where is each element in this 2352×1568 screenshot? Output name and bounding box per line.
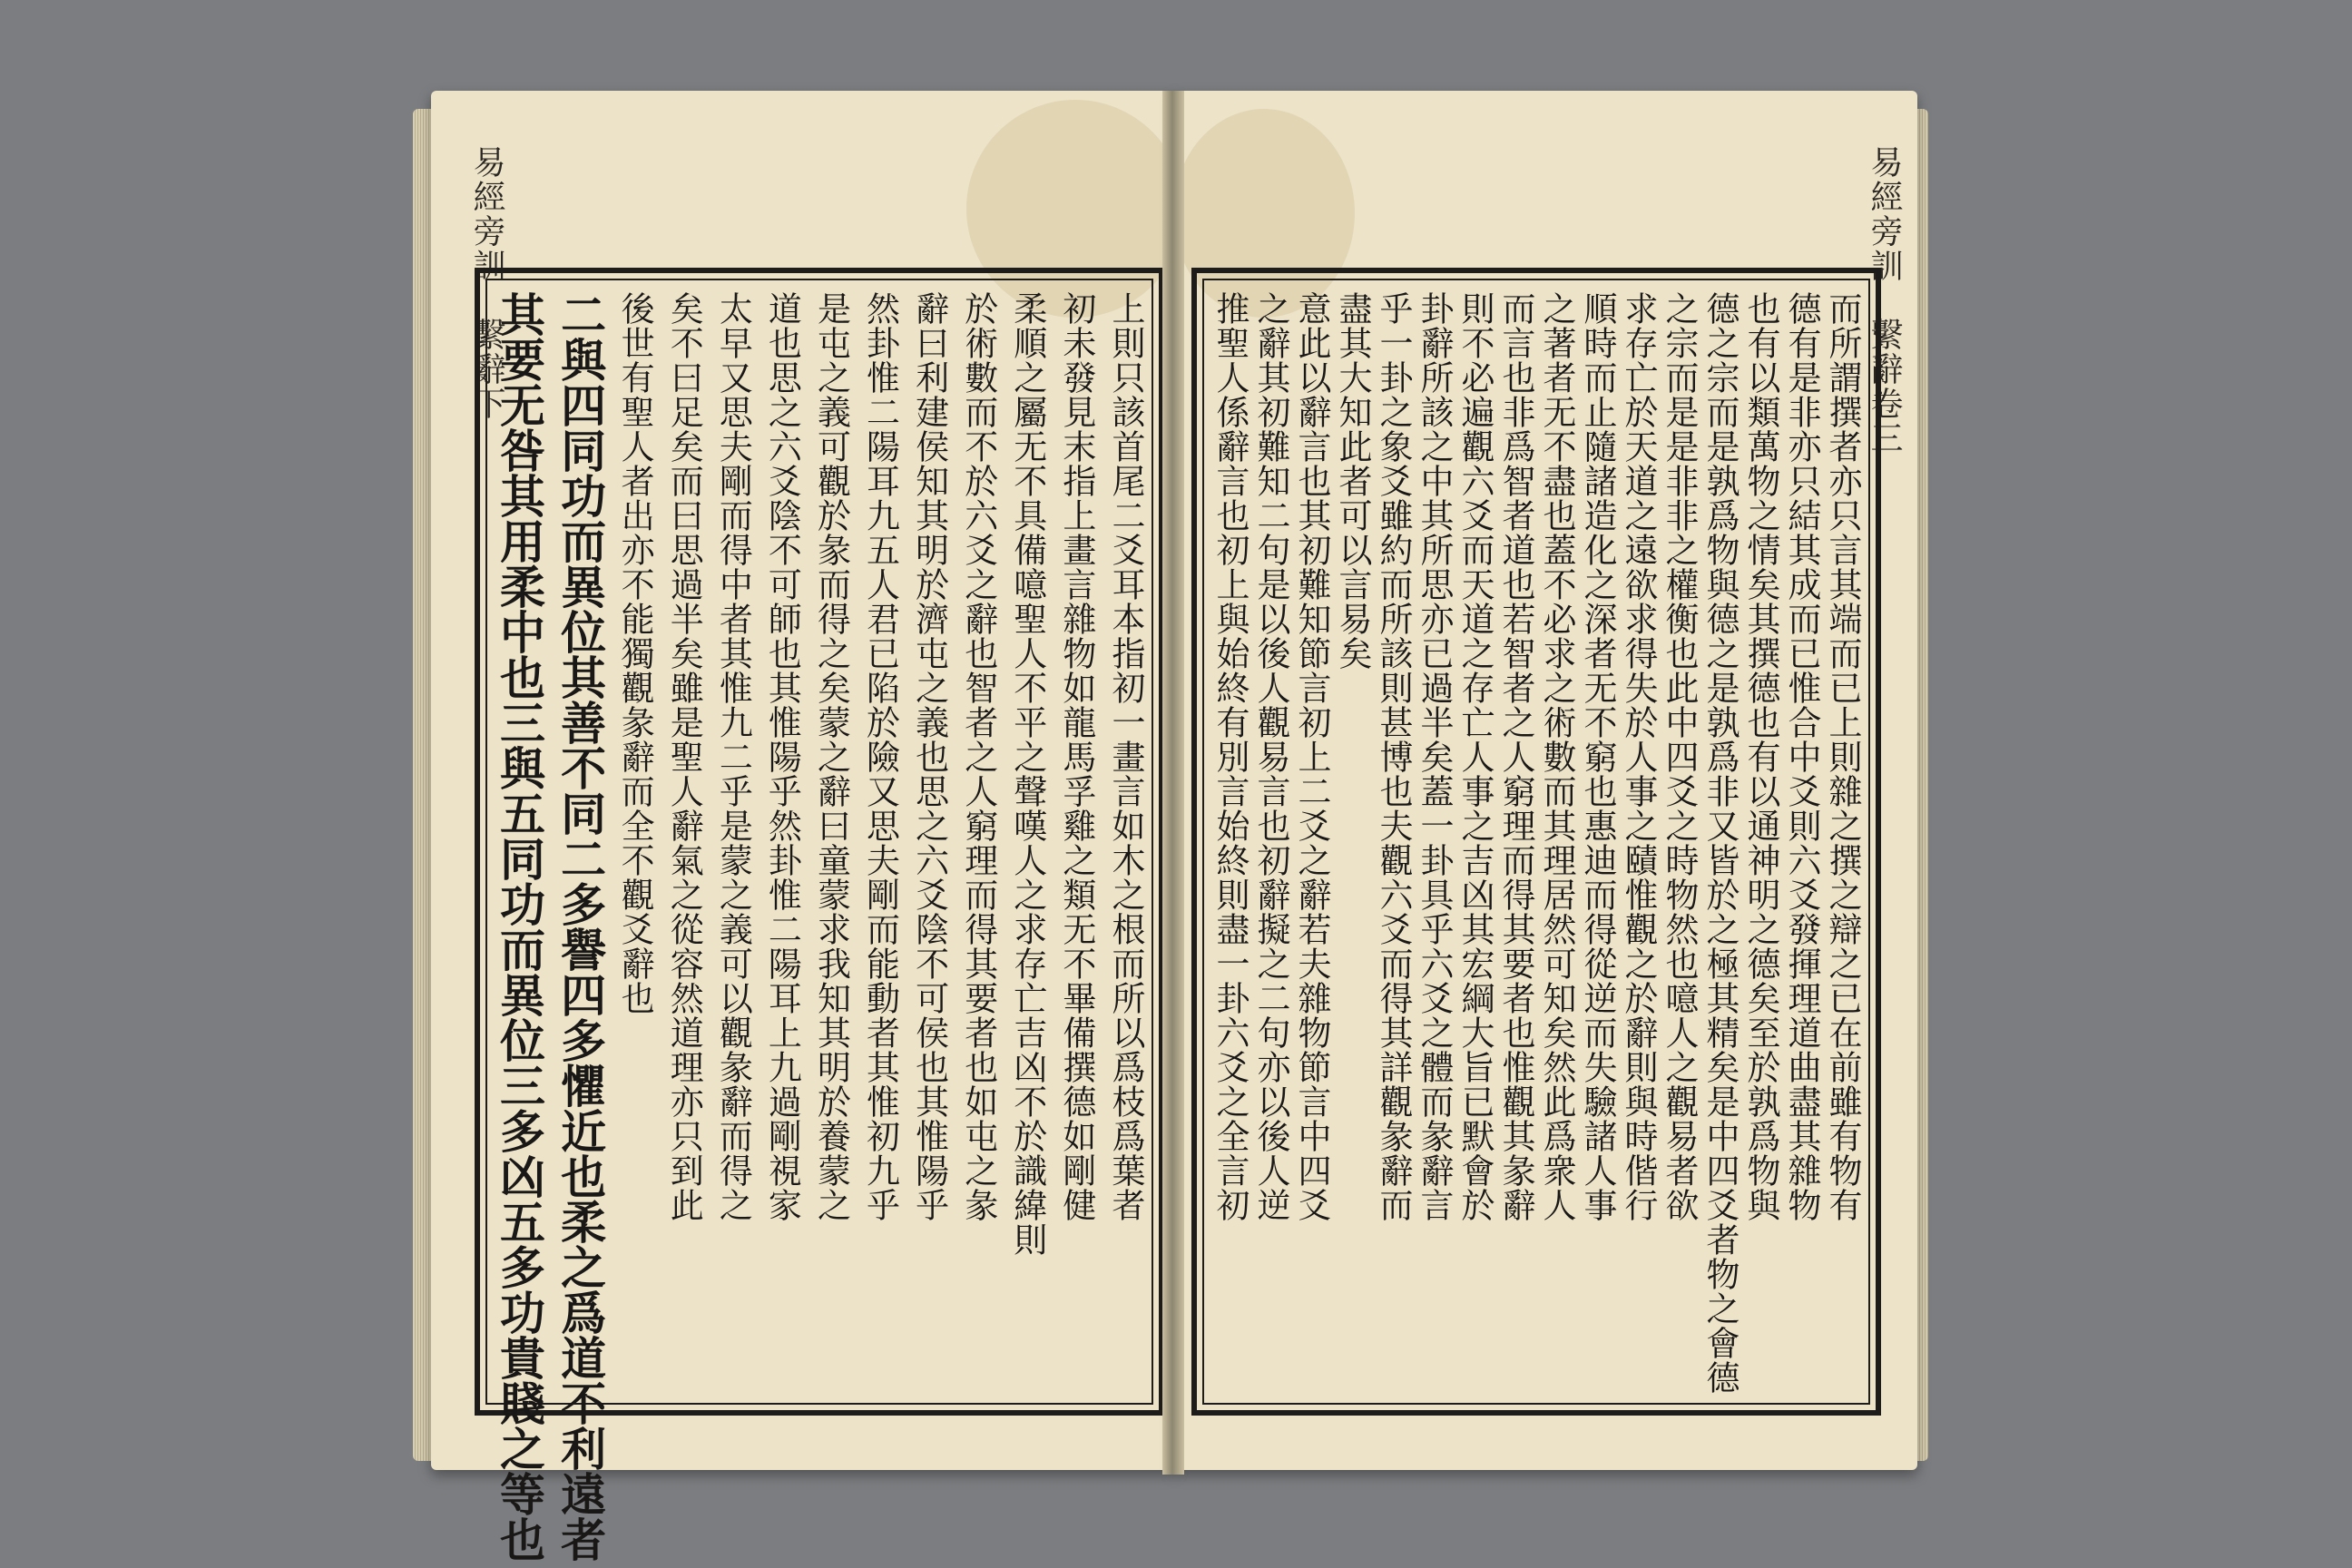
text-column: 二與四同功而異位其善不同二多譽四多懼近也柔之爲道不利遠者 — [554, 291, 608, 1562]
text-column: 則不必遍觀六爻而天道之存亡人事之吉凶其宏綱大旨已默會於 — [1455, 291, 1494, 1222]
text-column: 初未發見末指上畫言雜物如龍馬孚雞之類无不畢備撰德如剛健 — [1056, 291, 1096, 1222]
text-column: 卦辭所該之中其所思亦已過半矣蓋一卦具乎六爻之體而彖辭言 — [1415, 291, 1454, 1222]
left-text-columns — [493, 291, 1145, 1562]
left-banxin-text: 易經旁訓 繫辭下 — [468, 145, 505, 421]
right-text-frame — [1191, 268, 1881, 1416]
text-column: 柔順之屬无不具備噫聖人不平之聲嘆人之求存亡吉凶不於識緯則 — [1007, 291, 1047, 1257]
text-column: 德有是非亦只結其成而已惟合中爻則六爻發揮理道曲盡其雜物 — [1782, 291, 1821, 1222]
right-banxin-text: 易經旁訓 繫辭卷三 — [1866, 145, 1903, 456]
text-column: 求存亡於天道之遠欲求得失於人事之賾惟觀之於辭則與時偕行 — [1619, 291, 1658, 1222]
text-column: 乎一卦之象爻雖約而所該則甚博也夫觀六爻而得其詳觀彖辭而 — [1374, 291, 1413, 1222]
left-page — [431, 91, 1175, 1562]
book-gutter — [1162, 91, 1184, 1475]
open-book — [413, 91, 1928, 1562]
text-column: 後世有聖人者出亦不能獨觀彖辭而全不觀爻辭也 — [615, 291, 655, 1015]
text-column: 之辭其初難知二句是以後人觀易言也初辭擬之二句亦以後人逆 — [1251, 291, 1290, 1222]
text-column: 也有以類萬物之情矣其撰德也有以通神明之德矣至於孰爲物與 — [1741, 291, 1780, 1222]
text-column: 矣不曰足矣而曰思過半矣雖是聖人辭氣之從容然道理亦只到此 — [664, 291, 704, 1222]
text-column: 上則只該首尾二爻耳本指初一畫言如木之根而所以爲枝爲葉者 — [1105, 291, 1145, 1222]
text-column: 辭曰利建侯知其明於濟屯之義也思之六爻陰不可侯也其惟陽乎 — [909, 291, 949, 1222]
text-column: 盡其大知此者可以言易矣 — [1333, 291, 1372, 671]
text-column: 之宗而是是非非之權衡也此中四爻之時物然也噫人之觀易者欲 — [1660, 291, 1699, 1222]
left-text-frame — [475, 268, 1164, 1562]
text-column: 德之宗而是孰爲物與德之是孰爲非又皆於之極其精矣是中四爻者物之會德 — [1700, 291, 1740, 1395]
text-column: 意此以辭言也其初難知節言初上二爻之辭若夫雜物節言中四爻 — [1292, 291, 1331, 1222]
text-column: 於術數而不於六爻之辭也智者之人窮理而得其要者也如屯之彖 — [958, 291, 998, 1222]
text-column: 道也思之六爻陰不可師也其惟陽乎然卦惟二陽耳上九過剛視家 — [762, 291, 802, 1222]
text-column: 之著者无不盡也蓋不必求之術數而其理居然可知矣然此爲衆人 — [1537, 291, 1576, 1222]
text-column: 然卦惟二陽耳九五人君已陷於險又思夫剛而能動者其惟初九乎 — [860, 291, 900, 1222]
text-column: 是屯之義可觀於彖而得之矣蒙之辭曰童蒙求我知其明於養蒙之 — [811, 291, 851, 1222]
text-column: 推聖人係辭言也初上與始終有別言始終則盡一卦六爻之全言初 — [1210, 291, 1250, 1222]
text-column: 其要无咎其用柔中也三與五同功而異位三多凶五多功貴賤之等也 — [493, 291, 546, 1562]
text-column: 太早又思夫剛而得中者其惟九二乎是蒙之義可以觀彖辭而得之 — [713, 291, 753, 1222]
text-column: 順時而止隨諸造化之深者无不窮也惠迪而得從逆而失驗諸人事 — [1578, 291, 1617, 1222]
right-text-columns — [1210, 291, 1862, 1395]
text-column: 而所謂撰者亦只言其端而已上則雜之撰之辯之已在前雖有物有 — [1823, 291, 1862, 1222]
text-column: 而言也非爲智者道也若智者之人窮理而得其要者也惟觀其彖辭 — [1496, 291, 1535, 1222]
right-page — [1173, 91, 1917, 1470]
